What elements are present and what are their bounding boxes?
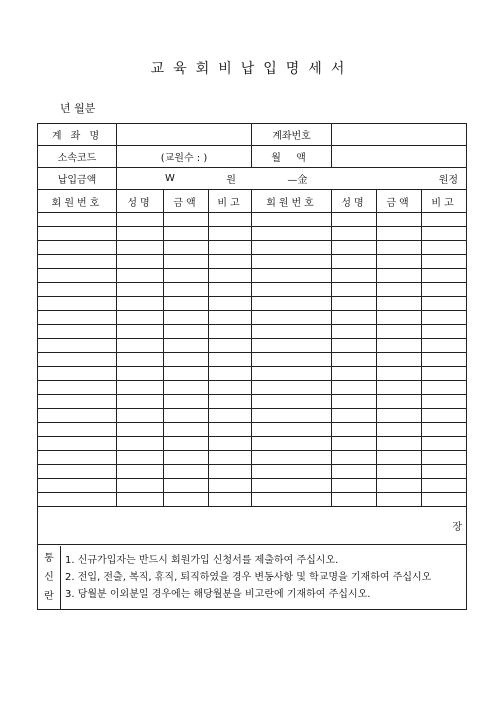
- name-cell[interactable]: [117, 227, 164, 241]
- name-cell[interactable]: [332, 241, 377, 255]
- table-row: [38, 423, 467, 437]
- member-number-cell[interactable]: [38, 339, 117, 353]
- amount-cell[interactable]: [377, 409, 422, 423]
- member-number-cell[interactable]: [38, 409, 117, 423]
- table-row: [38, 311, 467, 325]
- name-cell[interactable]: [117, 423, 164, 437]
- amount-cell[interactable]: [164, 297, 209, 311]
- amount-cell[interactable]: [164, 479, 209, 493]
- member-number-cell[interactable]: [38, 465, 117, 479]
- note-line-3: 3. 당월분 이외분일 경우에는 해당월분을 비고란에 기재하여 주십시오.: [65, 588, 371, 600]
- member-number-cell[interactable]: [38, 255, 117, 269]
- name-cell[interactable]: [332, 339, 377, 353]
- member-number-cell[interactable]: [252, 325, 332, 339]
- member-number-cell[interactable]: [38, 451, 117, 465]
- col-amount-1: 금액: [164, 190, 209, 213]
- gold-mark: —金: [287, 175, 308, 186]
- member-number-cell[interactable]: [252, 479, 332, 493]
- amount-cell[interactable]: [377, 479, 422, 493]
- table-row: [38, 269, 467, 283]
- table-row: [38, 283, 467, 297]
- amount-cell[interactable]: [377, 339, 422, 353]
- amount-cell[interactable]: [377, 395, 422, 409]
- table-row: [38, 479, 467, 493]
- amount-cell[interactable]: [377, 213, 422, 227]
- col-member-number-2: 회원번호: [252, 190, 332, 213]
- table-row: [38, 339, 467, 353]
- name-cell[interactable]: [117, 325, 164, 339]
- name-cell[interactable]: [332, 353, 377, 367]
- remarks-cell[interactable]: [209, 451, 252, 465]
- remarks-cell[interactable]: [209, 493, 252, 507]
- col-amount-2: 금액: [377, 190, 422, 213]
- notes-cell: [38, 545, 467, 610]
- member-number-cell[interactable]: [252, 423, 332, 437]
- table-row: [38, 353, 467, 367]
- won-unit: 원: [226, 175, 236, 186]
- remarks-cell[interactable]: [422, 493, 467, 507]
- table-row: [38, 325, 467, 339]
- member-number-cell[interactable]: [38, 423, 117, 437]
- wonjeong-label: 원정: [438, 175, 459, 186]
- period-label: 년 월분: [60, 102, 96, 115]
- member-number-cell[interactable]: [38, 353, 117, 367]
- table-row: [38, 213, 467, 227]
- member-number-cell[interactable]: [252, 493, 332, 507]
- amount-cell[interactable]: [164, 339, 209, 353]
- amount-cell[interactable]: [377, 311, 422, 325]
- remarks-cell[interactable]: [209, 255, 252, 269]
- table-row: [38, 227, 467, 241]
- remarks-cell[interactable]: [209, 297, 252, 311]
- member-number-cell[interactable]: [252, 437, 332, 451]
- member-number-cell[interactable]: [38, 311, 117, 325]
- remarks-cell[interactable]: [422, 465, 467, 479]
- member-number-cell[interactable]: [252, 269, 332, 283]
- remarks-cell[interactable]: [422, 227, 467, 241]
- col-name-2: 성명: [332, 190, 377, 213]
- notes-row: [38, 545, 467, 610]
- amount-cell[interactable]: [377, 269, 422, 283]
- remarks-cell[interactable]: [209, 465, 252, 479]
- remarks-cell[interactable]: [209, 395, 252, 409]
- amount-cell[interactable]: [164, 283, 209, 297]
- remarks-cell[interactable]: [422, 339, 467, 353]
- remarks-cell[interactable]: [209, 409, 252, 423]
- teacher-count-label: (교원수 : ): [160, 153, 208, 164]
- member-number-cell[interactable]: [252, 409, 332, 423]
- account-number-field[interactable]: [332, 124, 467, 146]
- name-cell[interactable]: [117, 241, 164, 255]
- member-number-cell[interactable]: [252, 367, 332, 381]
- remarks-cell[interactable]: [422, 437, 467, 451]
- remarks-cell[interactable]: [422, 311, 467, 325]
- amount-cell[interactable]: [377, 465, 422, 479]
- remarks-cell[interactable]: [209, 283, 252, 297]
- remarks-cell[interactable]: [422, 479, 467, 493]
- table-row: [38, 437, 467, 451]
- table-row: [38, 451, 467, 465]
- name-cell[interactable]: [332, 297, 377, 311]
- table-row: [38, 395, 467, 409]
- amount-cell[interactable]: [377, 381, 422, 395]
- amount-cell[interactable]: [164, 451, 209, 465]
- amount-cell[interactable]: [164, 255, 209, 269]
- member-number-cell[interactable]: [252, 241, 332, 255]
- amount-cell[interactable]: [377, 493, 422, 507]
- amount-cell[interactable]: [377, 227, 422, 241]
- remarks-cell[interactable]: [422, 297, 467, 311]
- remarks-cell[interactable]: [209, 367, 252, 381]
- name-cell[interactable]: [332, 423, 377, 437]
- member-number-cell[interactable]: [252, 227, 332, 241]
- remarks-cell[interactable]: [422, 353, 467, 367]
- payment-table: [37, 123, 467, 610]
- name-cell[interactable]: [332, 227, 377, 241]
- amount-cell[interactable]: [377, 367, 422, 381]
- remarks-cell[interactable]: [422, 213, 467, 227]
- name-cell[interactable]: [117, 465, 164, 479]
- account-name-label: 계 좌 명: [38, 124, 117, 146]
- info-row-account: [38, 124, 467, 146]
- remarks-cell[interactable]: [209, 227, 252, 241]
- amount-cell[interactable]: [164, 227, 209, 241]
- amount-cell[interactable]: [164, 213, 209, 227]
- member-number-cell[interactable]: [252, 255, 332, 269]
- note-line-2: 2. 전입, 전출, 복직, 휴직, 퇴직하였을 경우 변동사항 및 학교명을 기재하여 주십시오: [65, 571, 432, 583]
- remarks-cell[interactable]: [422, 409, 467, 423]
- col-name-1: 성명: [117, 190, 164, 213]
- name-cell[interactable]: [117, 297, 164, 311]
- won-symbol: W: [165, 173, 175, 184]
- name-cell[interactable]: [332, 493, 377, 507]
- table-row: [38, 367, 467, 381]
- name-cell[interactable]: [117, 395, 164, 409]
- member-number-cell[interactable]: [252, 297, 332, 311]
- pages-count-cell[interactable]: [38, 507, 467, 545]
- member-number-cell[interactable]: [252, 381, 332, 395]
- amount-cell[interactable]: [164, 241, 209, 255]
- name-cell[interactable]: [332, 325, 377, 339]
- amount-cell[interactable]: [377, 423, 422, 437]
- school-code-field[interactable]: [117, 146, 252, 168]
- amount-cell[interactable]: [164, 437, 209, 451]
- member-number-cell[interactable]: [38, 367, 117, 381]
- name-cell[interactable]: [332, 395, 377, 409]
- info-row-amount: [38, 168, 467, 190]
- name-cell[interactable]: [117, 493, 164, 507]
- member-number-cell[interactable]: [38, 227, 117, 241]
- remarks-cell[interactable]: [422, 395, 467, 409]
- remarks-cell[interactable]: [422, 423, 467, 437]
- member-number-cell[interactable]: [38, 283, 117, 297]
- remarks-cell[interactable]: [422, 283, 467, 297]
- remarks-cell[interactable]: [422, 381, 467, 395]
- member-number-cell[interactable]: [38, 395, 117, 409]
- amount-cell[interactable]: [377, 297, 422, 311]
- name-cell[interactable]: [332, 255, 377, 269]
- member-number-cell[interactable]: [252, 339, 332, 353]
- payment-amount-label: 납입금액: [38, 168, 117, 190]
- amount-cell[interactable]: [164, 367, 209, 381]
- school-code-label: 소속코드: [38, 146, 117, 168]
- member-number-cell[interactable]: [252, 311, 332, 325]
- remarks-cell[interactable]: [422, 241, 467, 255]
- amount-cell[interactable]: [377, 255, 422, 269]
- remarks-cell[interactable]: [422, 269, 467, 283]
- table-row: [38, 465, 467, 479]
- remarks-cell[interactable]: [209, 479, 252, 493]
- notes-body: [61, 546, 467, 609]
- name-cell[interactable]: [117, 353, 164, 367]
- name-cell[interactable]: [332, 451, 377, 465]
- amount-cell[interactable]: [164, 311, 209, 325]
- remarks-cell[interactable]: [209, 339, 252, 353]
- remarks-cell[interactable]: [209, 213, 252, 227]
- remarks-cell[interactable]: [422, 451, 467, 465]
- name-cell[interactable]: [117, 451, 164, 465]
- table-row: [38, 297, 467, 311]
- account-number-label: 계좌번호: [252, 124, 332, 146]
- amount-cell[interactable]: [164, 269, 209, 283]
- name-cell[interactable]: [117, 311, 164, 325]
- name-cell[interactable]: [117, 381, 164, 395]
- amount-cell[interactable]: [164, 493, 209, 507]
- member-number-cell[interactable]: [38, 213, 117, 227]
- amount-cell[interactable]: [164, 353, 209, 367]
- name-cell[interactable]: [332, 367, 377, 381]
- member-number-cell[interactable]: [38, 325, 117, 339]
- amount-cell[interactable]: [164, 381, 209, 395]
- name-cell[interactable]: [117, 339, 164, 353]
- note-line-1: 1. 신규가입자는 반드시 회원가입 신청서를 제출하여 주십시오.: [65, 554, 339, 566]
- name-cell[interactable]: [117, 255, 164, 269]
- member-number-cell[interactable]: [252, 465, 332, 479]
- name-cell[interactable]: [117, 283, 164, 297]
- amount-cell[interactable]: [164, 465, 209, 479]
- name-cell[interactable]: [117, 479, 164, 493]
- col-remarks-1: 비고: [209, 190, 252, 213]
- member-number-cell[interactable]: [38, 479, 117, 493]
- amount-cell[interactable]: [377, 437, 422, 451]
- member-number-cell[interactable]: [252, 451, 332, 465]
- member-number-cell[interactable]: [252, 353, 332, 367]
- amount-cell[interactable]: [164, 325, 209, 339]
- name-cell[interactable]: [332, 465, 377, 479]
- name-cell[interactable]: [332, 269, 377, 283]
- member-number-cell[interactable]: [252, 283, 332, 297]
- name-cell[interactable]: [332, 437, 377, 451]
- name-cell[interactable]: [332, 213, 377, 227]
- name-cell[interactable]: [117, 367, 164, 381]
- member-number-cell[interactable]: [38, 437, 117, 451]
- col-member-number-1: 회원번호: [38, 190, 117, 213]
- col-remarks-2: 비고: [422, 190, 467, 213]
- form-title: 교육회비납입명세서: [150, 61, 354, 77]
- remarks-cell[interactable]: [209, 423, 252, 437]
- table-row: [38, 381, 467, 395]
- member-number-cell[interactable]: [38, 241, 117, 255]
- info-row-school: [38, 146, 467, 168]
- amount-cell[interactable]: [164, 423, 209, 437]
- remarks-cell[interactable]: [209, 437, 252, 451]
- monthly-label: 월 액: [252, 146, 332, 168]
- member-number-cell[interactable]: [38, 297, 117, 311]
- amount-cell[interactable]: [164, 395, 209, 409]
- remarks-cell[interactable]: [209, 381, 252, 395]
- member-number-cell[interactable]: [252, 213, 332, 227]
- remarks-cell[interactable]: [422, 325, 467, 339]
- table-row: [38, 493, 467, 507]
- name-cell[interactable]: [117, 269, 164, 283]
- amount-cell[interactable]: [377, 241, 422, 255]
- table-row: [38, 409, 467, 423]
- remarks-cell[interactable]: [209, 241, 252, 255]
- remarks-cell[interactable]: [422, 255, 467, 269]
- monthly-field[interactable]: [332, 146, 467, 168]
- pages-row: [38, 507, 467, 545]
- amount-cell[interactable]: [377, 353, 422, 367]
- name-cell[interactable]: [332, 409, 377, 423]
- remarks-cell[interactable]: [209, 353, 252, 367]
- remarks-cell[interactable]: [209, 311, 252, 325]
- notes-label: 통 신 란: [38, 546, 61, 609]
- member-number-cell[interactable]: [38, 269, 117, 283]
- amount-cell[interactable]: [377, 451, 422, 465]
- remarks-cell[interactable]: [209, 269, 252, 283]
- name-cell[interactable]: [117, 437, 164, 451]
- remarks-cell[interactable]: [209, 325, 252, 339]
- name-cell[interactable]: [117, 409, 164, 423]
- amount-cell[interactable]: [164, 409, 209, 423]
- pages-unit: 장: [452, 522, 463, 533]
- table-row: [38, 255, 467, 269]
- amount-cell[interactable]: [377, 283, 422, 297]
- member-number-cell[interactable]: [38, 493, 117, 507]
- name-cell[interactable]: [332, 311, 377, 325]
- name-cell[interactable]: [332, 381, 377, 395]
- name-cell[interactable]: [332, 283, 377, 297]
- name-cell[interactable]: [117, 213, 164, 227]
- payment-amount-field[interactable]: [117, 168, 467, 190]
- table-row: [38, 241, 467, 255]
- member-number-cell[interactable]: [38, 381, 117, 395]
- member-number-cell[interactable]: [252, 395, 332, 409]
- amount-cell[interactable]: [377, 325, 422, 339]
- column-header-row: [38, 190, 467, 213]
- name-cell[interactable]: [332, 479, 377, 493]
- account-name-field[interactable]: [117, 124, 252, 146]
- remarks-cell[interactable]: [422, 367, 467, 381]
